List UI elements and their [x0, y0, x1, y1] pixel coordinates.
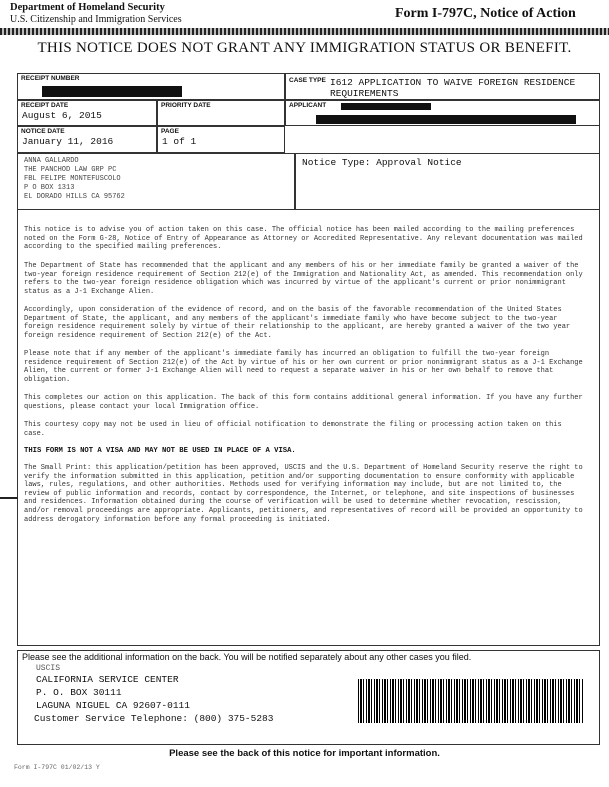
form-title: Form I-797C, Notice of Action	[395, 6, 576, 21]
verification-paragraph: The Small Print: this application/petition has been approved, USCIS and the U.S. Department of Homeland Security reserve the right to verify the information submitted in this application, petition and/or supporting documentation to ensure conformity with applicable laws, rules, regulations, and other authorities. Methods used for verifying information may include, but are not limited to, the review of public information and records, contact by correspondence, the Internet, or telephone, and site inspections of businesses and residences. Information obtained during the course of verification will be used to determine whether revocation, rescission, and/or removal proceedings are appropriate. Applicants, petitioners, and representatives of record will be provided an opportunity to address derogatory information before any formal proceeding is initiated.	[24, 464, 583, 524]
notice-date-cell	[17, 126, 157, 153]
receipt-date-cell	[17, 100, 157, 126]
office-line: P. O. BOX 30111	[36, 687, 122, 698]
header-hatch-divider	[0, 28, 609, 35]
redaction-block	[42, 86, 182, 97]
barcode-image	[358, 679, 584, 723]
back-of-notice-note: Please see the back of this notice for important information.	[169, 748, 440, 759]
office-line: USCIS	[36, 664, 61, 673]
address-line: THE PANCHOD LAW GRP PC	[24, 166, 117, 174]
address-line: ANNA GALLARDO	[24, 157, 79, 165]
body-paragraph: The Department of State has recommended that the applicant and any members of his or her immediate family be granted a waiver of the two-year foreign residence requirement of Section 212(e) of the Immigration and Nationality Act, as amended. This recommendation only refers to the two-year foreign residence obligation which was incurred by virtue of the applicant's current or prior nonimmigrant status as a J-1 Exchange Alien.	[24, 262, 583, 296]
notice-date-label: NOTICE DATE	[21, 128, 65, 135]
body-paragraph: Accordingly, upon consideration of the evidence of record, and on the basis of the favorable recommendation of the United States Department of State, the applicant, and any members of the applicant's immediate family who have become subject to the two-year foreign residence requirement solely by virtue of their relationship to the applicant, are hereby granted a waiver of the two year foreign residence requirement of Section 212(e) of the Act.	[24, 306, 571, 340]
mailing-address	[24, 157, 125, 202]
department-name: Department of Homeland Security	[10, 2, 165, 13]
redaction-block	[316, 115, 576, 124]
additional-info-note: Please see the additional information on the back. You will be notified separately about any other cases you filed.	[22, 652, 472, 662]
redaction-block	[341, 103, 431, 110]
office-line: CALIFORNIA SERVICE CENTER	[36, 674, 179, 685]
body-paragraph: Please note that if any member of the applicant's immediate family has incurred an obligation to fulfill the two-year foreign residence requirement of Section 212(e) of the Act by virtue of his or her own current or prior nonimmigrant status as a J-1 Exchange Alien, the current or former J-1 Exchange Alien will need to request a separate waiver in his or her own behalf to remove that obligation.	[24, 350, 583, 384]
receipt-number-label: RECEIPT NUMBER	[21, 75, 80, 82]
case-type-value: I612 APPLICATION TO WAIVE FOREIGN RESIDENCE REQUIREMENTS	[330, 77, 576, 99]
body-paragraph: This completes our action on this application. The back of this form contains additional general information. If you have any further questions, please contact your local Immigration office.	[24, 394, 583, 411]
page-cell	[157, 126, 285, 153]
receipt-date-label: RECEIPT DATE	[21, 102, 69, 109]
receipt-number-cell	[17, 73, 285, 100]
page-value: 1 of 1	[162, 136, 197, 147]
notice-date-value: January 11, 2016	[22, 136, 114, 147]
receipt-date-value: August 6, 2015	[22, 110, 102, 121]
notice-type: Notice Type: Approval Notice	[302, 157, 462, 168]
status-banner: THIS NOTICE DOES NOT GRANT ANY IMMIGRATION STATUS OR BENEFIT.	[37, 40, 572, 56]
customer-service-phone: Customer Service Telephone: (800) 375-5283	[34, 713, 274, 724]
agency-name: U.S. Citizenship and Immigration Services	[10, 14, 182, 25]
office-line: LAGUNA NIGUEL CA 92607-0111	[36, 700, 190, 711]
body-paragraph: This courtesy copy may not be used in lieu of official notification to demonstrate the filing or processing action taken on this case.	[24, 421, 562, 438]
case-type-cell	[285, 73, 600, 100]
address-line: EL DORADO HILLS CA 95762	[24, 193, 125, 201]
priority-date-cell	[157, 100, 285, 126]
address-line: P O BOX 1313	[24, 184, 75, 192]
applicant-label: APPLICANT	[289, 102, 327, 109]
form-footer-code: Form I-797C 01/02/13 Y	[14, 764, 100, 771]
page-label: PAGE	[161, 128, 179, 135]
margin-mark	[0, 497, 18, 499]
case-type-label: CASE TYPE	[289, 77, 326, 84]
address-line: FBL FELIPE MONTEFUSCOLO	[24, 175, 121, 183]
visa-warning: THIS FORM IS NOT A VISA AND MAY NOT BE USED IN PLACE OF A VISA.	[24, 447, 296, 455]
body-paragraph: This notice is to advise you of action taken on this case. The official notice has been mailed according to the mailing preferences noted on the Form G-28, Notice of Entry of Appearance as Attorney or Accredited Representative. Any relevant documentation was mailed according to the specified mailing preferences.	[24, 226, 583, 252]
priority-date-label: PRIORITY DATE	[161, 102, 211, 109]
applicant-cell	[285, 100, 600, 126]
